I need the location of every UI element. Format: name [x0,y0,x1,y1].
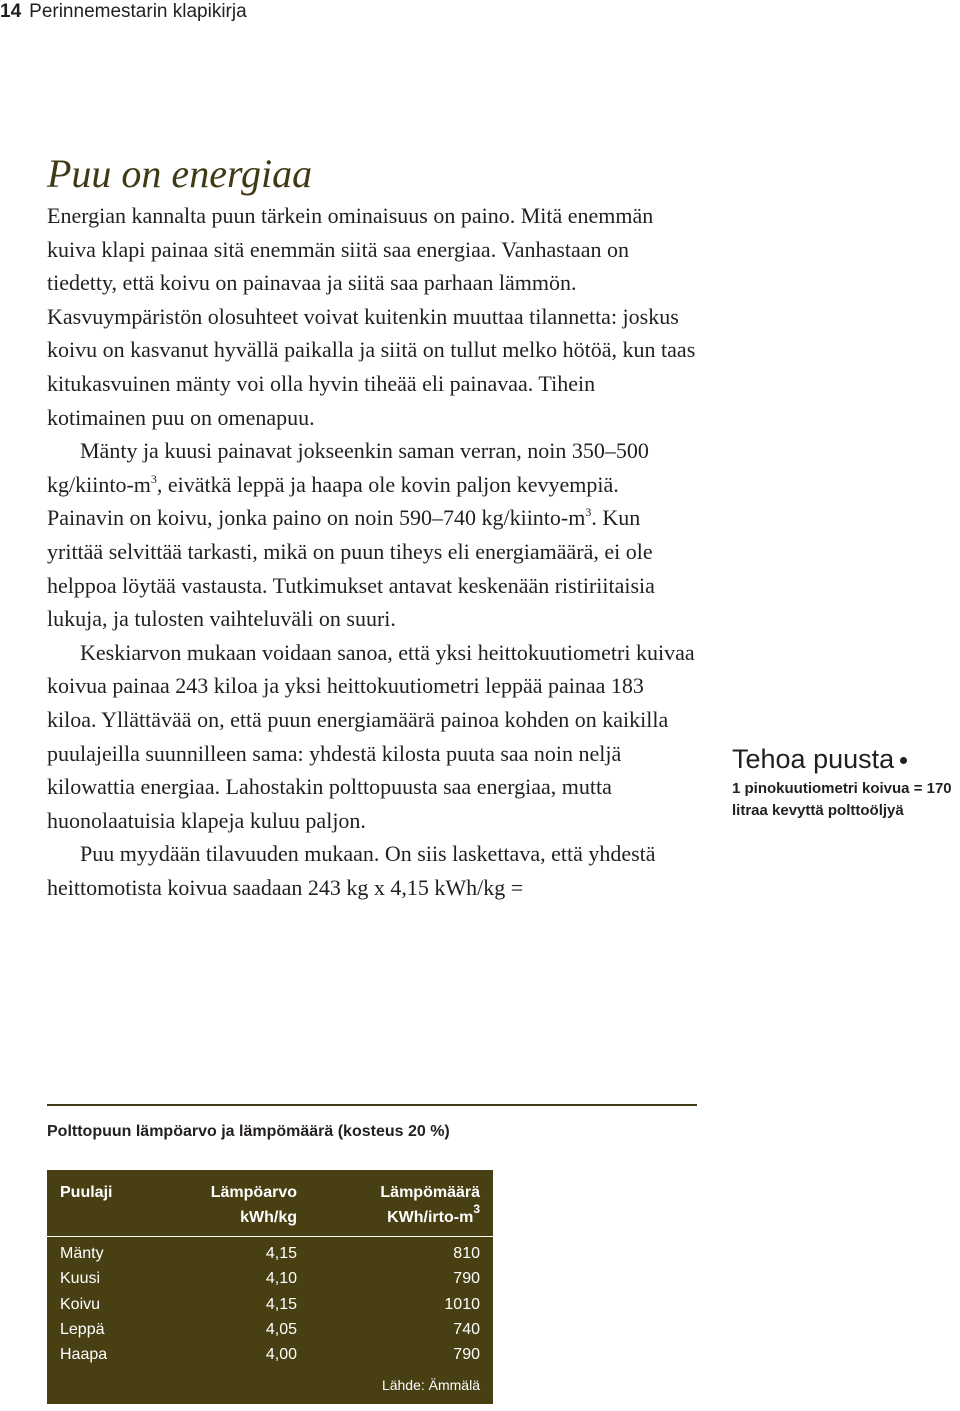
paragraph-2-part-b: , eivätkä leppä ja haapa ole kovin paljon kevyempiä. Painavin on koivu, jonka paino on noin 590–740 kg/kiinto-m [47,471,619,531]
book-title: Perinnemestarin klapikirja [29,1,247,22]
page-number: 14 [0,1,22,22]
cell-species: Kuusi [60,1270,101,1288]
table-row [47,1292,493,1317]
table-source: Lähde: Ämmälä [381,1377,480,1393]
paragraph-2-part-a: Mänty ja kuusi painavat jokseenkin saman verran, noin 350–500 kg/kiinto-m [47,438,649,497]
cell-heat-amount: 810 [453,1245,480,1262]
bullet-icon [900,757,907,764]
header-heat-value [187,1180,297,1230]
table-body [47,1241,493,1367]
header-heat-value-line1: Lämpöarvo [210,1184,297,1201]
header-divider [47,1236,493,1237]
article-body [47,199,697,904]
cell-species: Koivu [60,1295,101,1313]
paragraph-4: Puu myydään tilavuuden mukaan. On siis laskettava, että yhdestä heittomotista koivua saadaan 243 kg x 4,15 kWh/kg = [47,841,656,900]
header-heat-amount-unit: KWh/irto-m [387,1209,474,1226]
sidebar-heading [732,742,960,776]
table-divider [47,1104,697,1106]
superscript: 3 [473,1202,480,1216]
paragraph-1: Energian kannalta puun tärkein ominaisuus on paino. Mitä enemmän kuiva klapi painaa sitä enemmän siitä saa energiaa. Vanhastaan on tiedetty, että koivu on painavaa ja siitä saa parhaan lämmön. Kasvuympäristön olosuhteet voivat kuitenkin muuttaa tilannetta: joskus koivu on kasvanut hyvällä paikalla ja siitä on tullut melko hötöä, kun taas kitukasvuinen mänty voi olla hyvin tiheää eli painavaa. Tihein kotimainen puu on omenapuu. [47,203,696,430]
header-heat-amount-line2 [347,1202,480,1230]
table-header [47,1180,493,1230]
paragraph-2 [47,434,697,636]
table-caption: Polttopuun lämpöarvo ja lämpömäärä (kosteus 20 %) [47,1123,450,1140]
cell-heat-amount: 790 [453,1270,480,1288]
cell-heat-value: 4,00 [265,1346,297,1364]
heat-value-table [47,1170,493,1404]
table-row [47,1317,493,1342]
header-heat-value-line2: kWh/kg [240,1209,297,1226]
superscript: 3 [585,505,592,520]
page-header [0,0,247,24]
sidebar-title: Tehoa puusta [732,744,895,774]
cell-species: Mänty [60,1245,104,1262]
cell-heat-value: 4,10 [265,1270,297,1288]
header-species: Puulaji [60,1184,113,1201]
sidebar-fact-box [732,742,960,822]
cell-heat-amount: 1010 [444,1295,480,1313]
cell-heat-value: 4,15 [265,1245,297,1262]
cell-species: Leppä [60,1320,105,1338]
cell-heat-amount: 740 [453,1320,480,1338]
paragraph-2-part-c: . Kun yrittää selvittää tarkasti, mikä on puun tiheys eli energiamäärä, ei ole helppoa löytää vastausta. Tutkimukset antavat keskenään ristiriitaisia lukuja, ja tulosten vaihteluväli on suuri. [47,505,655,632]
sidebar-text: 1 pinokuutiometri koivua = 170 litraa kevyttä polttoöljyä [732,780,952,819]
table-row [47,1266,493,1291]
cell-heat-amount: 790 [453,1346,480,1364]
table-row [47,1241,493,1266]
article-title: Puu on energiaa [47,151,313,196]
cell-heat-value: 4,05 [265,1320,297,1338]
paragraph-3: Keskiarvon mukaan voidaan sanoa, että yksi heittokuutiometri kuivaa koivua painaa 243 kiloa ja yksi heittokuutiometri leppää painaa 183 kiloa. Yllättävää on, että puun energiamäärä painoa kohden on kaikilla puulajeilla suunnilleen sama: yhdestä kilosta puuta saa noin neljä kilowattia energiaa. Lahostakin polttopuusta saa energiaa, mutta huonolaatuisia klapeja kuluu paljon. [47,639,695,833]
table-row [47,1342,493,1367]
cell-species: Haapa [60,1346,108,1364]
superscript: 3 [150,471,157,486]
cell-heat-value: 4,15 [265,1295,297,1313]
header-heat-amount-line1: Lämpömäärä [380,1184,480,1201]
header-heat-amount [347,1180,480,1230]
